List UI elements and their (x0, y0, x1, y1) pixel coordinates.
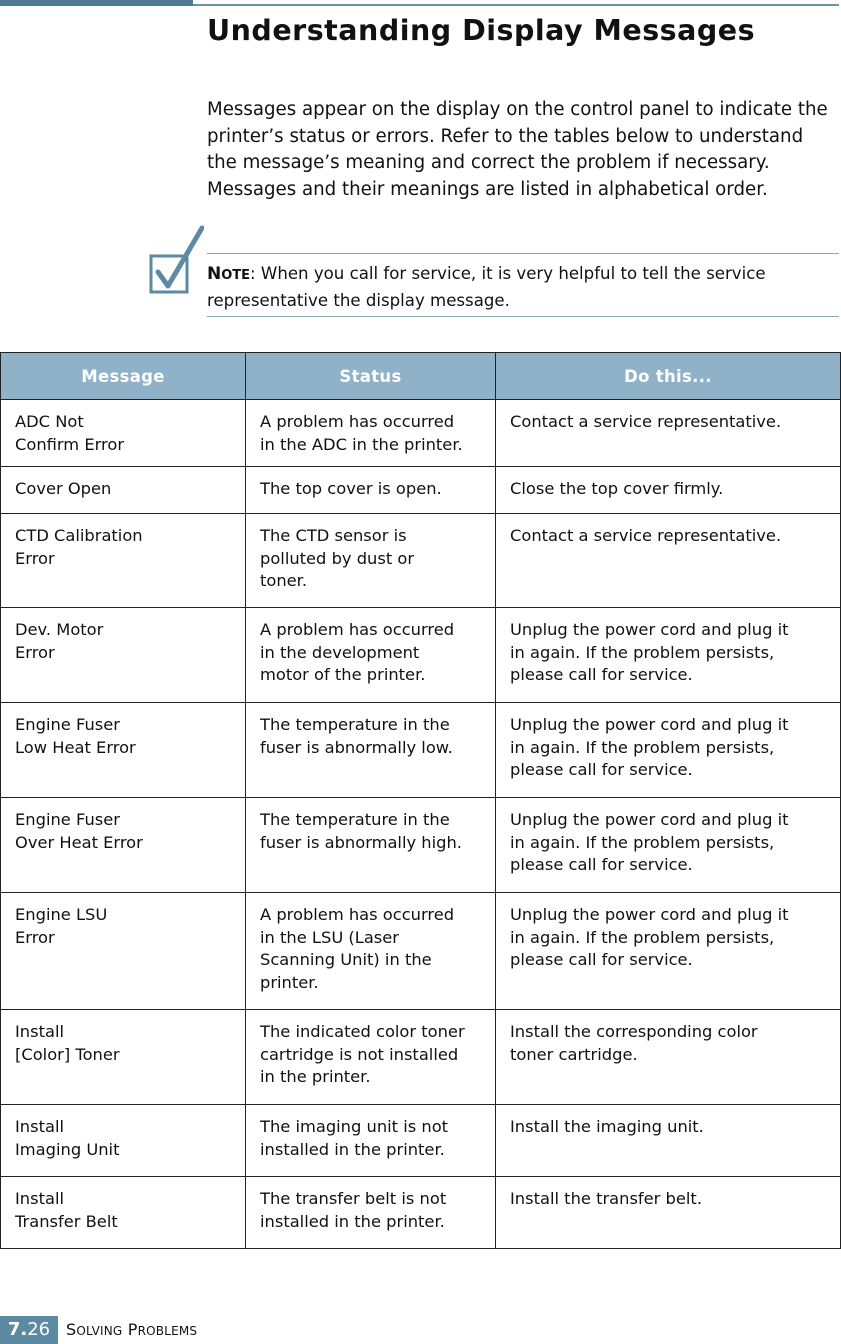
cell-action (496, 1177, 841, 1249)
cell-status (246, 893, 496, 1010)
note-label-rest: OTE (221, 268, 251, 283)
cell-action (496, 608, 841, 703)
table-row (1, 893, 841, 1010)
cell-line: fuser is abnormally high. (260, 832, 462, 852)
note-rule-bottom (207, 316, 839, 317)
cell-line: in again. If the problem persists, (510, 737, 775, 757)
cell-status (246, 467, 496, 514)
cell-line: fuser is abnormally low. (260, 737, 453, 757)
cell-message (1, 1010, 246, 1105)
table-body (1, 400, 841, 1249)
cell-line: polluted by dust or (260, 548, 415, 568)
cell-line: Imaging Unit (15, 1139, 120, 1159)
cell-line: Install the corresponding color (510, 1022, 758, 1041)
cell-action (496, 514, 841, 608)
note-rule-top (207, 253, 839, 254)
cell-action (496, 1010, 841, 1105)
cell-status (246, 703, 496, 798)
cell-line: in the ADC in the printer. (260, 434, 463, 454)
cell-line: please call for service. (510, 950, 693, 969)
cell-line: Transfer Belt (15, 1211, 118, 1231)
cell-line: Cover Open (15, 479, 112, 498)
cell-status (246, 608, 496, 703)
column-header-status: Status (246, 353, 496, 400)
cell-line: A problem has occurred (260, 620, 455, 639)
section-name (66, 1320, 197, 1339)
cell-action (496, 467, 841, 514)
table-row (1, 608, 841, 703)
page-title: Understanding Display Messages (207, 14, 756, 47)
cell-status (246, 1105, 496, 1177)
cell-message (1, 703, 246, 798)
cell-line: The temperature in the (260, 810, 450, 829)
messages-table (0, 352, 841, 1249)
cell-line: motor of the printer. (260, 665, 426, 684)
section-initial-2: P (127, 1320, 138, 1339)
cell-line: toner. (260, 571, 308, 590)
cell-line: in the LSU (Laser (260, 927, 400, 947)
table-row (1, 514, 841, 608)
cell-line: cartridge is not installed (260, 1044, 459, 1064)
table-row (1, 467, 841, 514)
cell-line: Engine Fuser (15, 715, 120, 734)
cell-line: The CTD sensor is (260, 526, 407, 545)
cell-line: in the development (260, 642, 420, 662)
table-row (1, 1105, 841, 1177)
cell-line: Unplug the power cord and plug it (510, 620, 789, 639)
note-checkmark-icon (148, 222, 204, 296)
cell-line: Dev. Motor (15, 620, 104, 639)
cell-line: please call for service. (510, 665, 693, 684)
cell-message (1, 798, 246, 893)
cell-line: The top cover is open. (260, 479, 442, 498)
cell-line: ADC Not (15, 412, 84, 431)
cell-line: Error (15, 927, 55, 947)
cell-line: Error (15, 642, 55, 662)
cell-message (1, 467, 246, 514)
cell-line: in again. If the problem persists, (510, 642, 775, 662)
table-row (1, 1177, 841, 1249)
cell-line: please call for service. (510, 760, 693, 779)
cell-line: in again. If the problem persists, (510, 927, 775, 947)
cell-line: Install (15, 1117, 65, 1136)
header-accent-bar (0, 0, 193, 6)
table-row (1, 400, 841, 467)
cell-message (1, 608, 246, 703)
cell-action (496, 893, 841, 1010)
cell-line: installed in the printer. (260, 1211, 445, 1231)
cell-line: Confirm Error (15, 434, 125, 454)
cell-status (246, 400, 496, 467)
cell-line: Unplug the power cord and plug it (510, 715, 789, 734)
cell-line: Engine Fuser (15, 810, 120, 829)
cell-line: printer. (260, 972, 319, 992)
cell-status (246, 1177, 496, 1249)
table-row (1, 1010, 841, 1105)
column-header-action: Do this... (496, 353, 841, 400)
header-rule (193, 4, 839, 6)
column-header-message: Message (1, 353, 246, 400)
cell-message (1, 893, 246, 1010)
note-text (207, 261, 837, 313)
cell-status (246, 514, 496, 608)
cell-line: Contact a service representative. (510, 526, 782, 545)
chapter-number: 7. (7, 1319, 28, 1340)
cell-line: The transfer belt is not (260, 1189, 447, 1208)
cell-line: Install (15, 1022, 65, 1041)
cell-line: Scanning Unit) in the (260, 950, 432, 969)
cell-line: toner cartridge. (510, 1044, 638, 1064)
cell-line: Low Heat Error (15, 737, 136, 757)
cell-line: in again. If the problem persists, (510, 832, 775, 852)
cell-line: The imaging unit is not (260, 1117, 449, 1136)
cell-line: installed in the printer. (260, 1139, 445, 1159)
cell-line: Install (15, 1189, 65, 1208)
note-label-initial: N (207, 264, 222, 284)
section-rest-1: OLVING (76, 1324, 123, 1338)
cell-line: A problem has occurred (260, 905, 455, 924)
cell-line: The indicated color toner (260, 1022, 465, 1041)
table-header-row (1, 353, 841, 400)
cell-line: A problem has occurred (260, 412, 455, 431)
cell-message (1, 1177, 246, 1249)
cell-line: Over Heat Error (15, 832, 143, 852)
table-row (1, 798, 841, 893)
section-rest-2: ROBLEMS (137, 1324, 198, 1338)
cell-line: CTD Calibration (15, 526, 143, 545)
page-number: 26 (27, 1319, 51, 1340)
cell-line: Engine LSU (15, 905, 108, 924)
cell-line: in the printer. (260, 1067, 371, 1086)
section-initial-1: S (66, 1320, 77, 1339)
cell-line: Contact a service representative. (510, 412, 782, 431)
cell-line: The temperature in the (260, 715, 450, 734)
cell-message (1, 400, 246, 467)
cell-action (496, 798, 841, 893)
cell-line: please call for service. (510, 855, 693, 874)
cell-line: Install the transfer belt. (510, 1189, 702, 1208)
cell-line: Unplug the power cord and plug it (510, 905, 789, 924)
cell-line: [Color] Toner (15, 1044, 120, 1064)
table-row (1, 703, 841, 798)
cell-action (496, 703, 841, 798)
cell-line: Error (15, 548, 55, 568)
cell-action (496, 400, 841, 467)
intro-paragraph: Messages appear on the display on the control panel to indicate the printer’s status or errors. Refer to the tables below to understand the message’s meaning and correct the problem if necessary. Messages and their meanings are listed in alphabetical order. (207, 99, 828, 200)
cell-status (246, 1010, 496, 1105)
cell-line: Install the imaging unit. (510, 1117, 704, 1136)
cell-line: Unplug the power cord and plug it (510, 810, 789, 829)
note-body: : When you call for service, it is very helpful to tell the service representative the display message. (207, 264, 766, 310)
cell-message (1, 1105, 246, 1177)
page-number-badge (0, 1316, 58, 1344)
cell-action (496, 1105, 841, 1177)
cell-line: Close the top cover firmly. (510, 479, 724, 498)
cell-status (246, 798, 496, 893)
cell-message (1, 514, 246, 608)
